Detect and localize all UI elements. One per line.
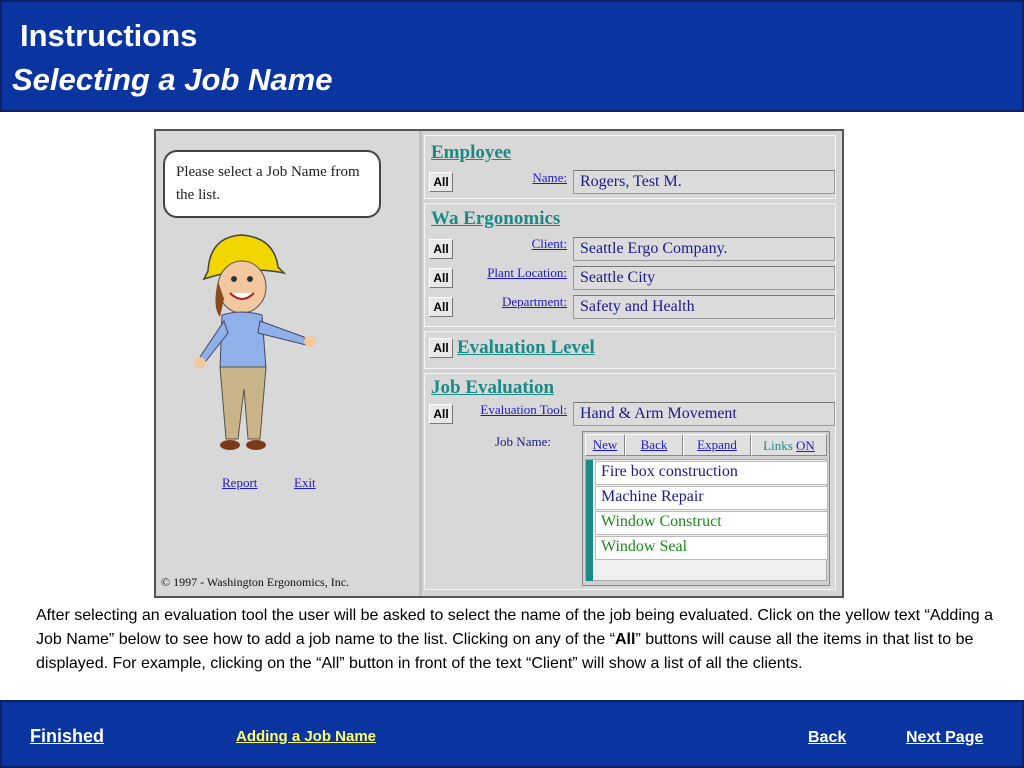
all-button-name[interactable]: All: [429, 172, 453, 192]
job-name-list-panel: [582, 431, 830, 586]
all-button-evaluation-level[interactable]: All: [429, 338, 453, 358]
job-name-label: Job Name:: [495, 434, 551, 449]
all-button-plant[interactable]: All: [429, 268, 453, 288]
plant-location-field[interactable]: Seattle City: [573, 266, 835, 290]
all-button-evaluation-tool[interactable]: All: [429, 404, 453, 424]
job-item-machine-repair[interactable]: Machine Repair: [595, 486, 828, 510]
page-subtitle: Selecting a Job Name: [12, 62, 333, 97]
employee-section: [424, 135, 836, 199]
speech-bubble: Please select a Job Name from the list.: [163, 150, 381, 218]
job-item-window-construct[interactable]: Window Construct: [595, 511, 828, 535]
evaluation-level-title[interactable]: Evaluation Level: [457, 337, 595, 358]
all-button-department[interactable]: All: [429, 297, 453, 317]
plant-location-label[interactable]: Plant Location:: [487, 265, 567, 280]
job-list-toolbar: [585, 434, 827, 456]
instruction-text-part1: After selecting an evaluation tool the user will be asked to select the name of the job being evaluated. Click on the yellow text “Adding a Job Name” below to see how to add a job name to the list. Clicking on any of the “: [36, 607, 994, 648]
instruction-text-bold: All: [614, 631, 636, 648]
worker-character-icon: [186, 229, 321, 469]
footer-bar: [0, 700, 1024, 768]
client-label[interactable]: Client:: [531, 236, 567, 251]
evaluation-level-section: [424, 331, 836, 369]
name-field[interactable]: Rogers, Test M.: [573, 170, 835, 194]
all-button-client[interactable]: All: [429, 239, 453, 259]
app-window: [154, 129, 844, 598]
wa-ergonomics-section: [424, 203, 836, 327]
wa-ergonomics-title: Wa Ergonomics: [431, 208, 561, 229]
instruction-text-part2: ” buttons will cause all the items in that list to be displayed. For example, clicking on the “All” button in front of the text “Client” will show a list of all the clients.: [36, 631, 974, 672]
finished-link[interactable]: Finished: [30, 726, 105, 746]
instruction-text: [36, 604, 996, 676]
copyright-text: © 1997 - Washington Ergonomics, Inc.: [161, 575, 350, 589]
links-prefix: Links: [763, 438, 793, 453]
right-pane: [424, 135, 838, 590]
links-toggle[interactable]: [751, 434, 827, 456]
job-item-window-seal[interactable]: Window Seal: [595, 536, 828, 560]
exit-link[interactable]: Exit: [294, 475, 316, 490]
department-label[interactable]: Department:: [502, 294, 567, 309]
job-item-fire-box[interactable]: Fire box construction: [595, 461, 828, 485]
adding-job-name-link[interactable]: Adding a Job Name: [236, 728, 377, 745]
expand-button[interactable]: Expand: [683, 434, 751, 456]
new-button[interactable]: New: [585, 434, 625, 456]
evaluation-tool-field[interactable]: Hand & Arm Movement: [573, 402, 835, 426]
job-list: [585, 459, 827, 581]
links-on-toggle[interactable]: ON: [796, 438, 815, 453]
back-link[interactable]: Back: [808, 729, 847, 746]
next-page-link[interactable]: Next Page: [906, 729, 984, 746]
name-label[interactable]: Name:: [532, 170, 567, 185]
job-evaluation-title: Job Evaluation: [431, 377, 555, 398]
back-button-app[interactable]: Back: [625, 434, 683, 456]
report-link[interactable]: Report: [222, 475, 258, 490]
page-title: Instructions: [20, 18, 198, 53]
client-field[interactable]: Seattle Ergo Company.: [573, 237, 835, 261]
evaluation-tool-label[interactable]: Evaluation Tool:: [480, 402, 567, 417]
job-list-indicator-bar: [586, 460, 593, 581]
left-pane: [156, 131, 422, 596]
department-field[interactable]: Safety and Health: [573, 295, 835, 319]
employee-title: Employee: [431, 142, 512, 163]
header-bar: [0, 0, 1024, 112]
